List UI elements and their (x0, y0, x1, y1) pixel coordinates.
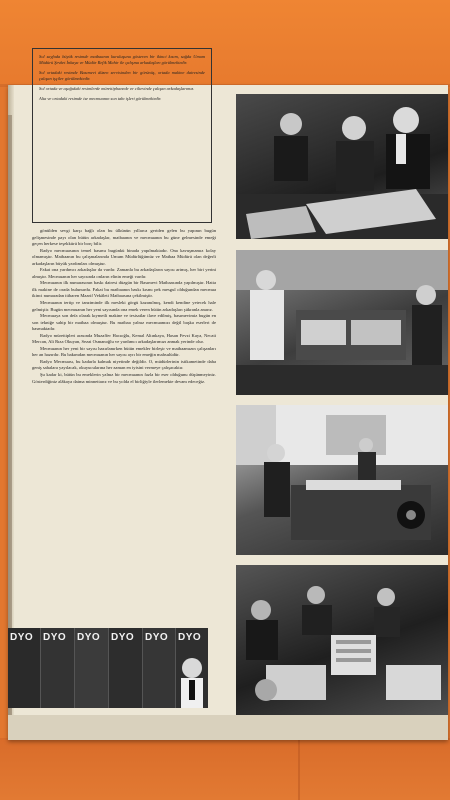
photo-binding-room (236, 565, 448, 715)
article-paragraph: Radyo mürettipleri arasında Muzaffer Hacıoğlu, Kemal Altınkaya, Hasan Fevzi Kaya, Necati Mercan, Ali Rıza Okuyan, Sezai Osmanoğlu ve yardımcı arkadaşlarımızı anmak yerinde olur. (32, 332, 216, 345)
orange-surface (0, 738, 450, 800)
dyo-logo-text: DYO (10, 632, 34, 643)
dyo-advertisement-strip (8, 628, 208, 708)
article-paragraph: Şu kadar ki, bütün bu emeklerin yalnız bir mecmuanın fazla bir eser olduğunu düşünmeyiniz. Gösterdiğiniz alâkaya daima minnettarız ve bu yolda el birliğiyle ilerlemekte devam edeceğiz. (32, 372, 216, 384)
caption-paragraph: Sol sayfada büyük resimde matbaanın kuruluşunu gösteren bir ikinci kısım, sağda Umum Müdürü Şevket İnkaya ve Müdür Refik Mahir ile çalışma arkadaşları görülmektedir. (39, 54, 205, 66)
caption-paragraph: Sol ortadaki resimde Basımevi düzen servisinden bir görünüş, ortada makine dairesinde çalışan işçiler görülmektedir. (39, 70, 205, 82)
dyo-ad-panel (75, 628, 109, 708)
article-column (32, 228, 216, 628)
dyo-ad-panel (109, 628, 143, 708)
dyo-ad-panel (143, 628, 176, 708)
dyo-logo-text: DYO (145, 632, 169, 643)
dyo-logo-text: DYO (178, 632, 202, 643)
dyo-logo-text: DYO (111, 632, 135, 643)
article-paragraph: Radyo Mecmuası, bu kadarla kalmak niyetinde değildir. O, müdürlerinin istikametinde daha geniş sahalara yayılacak, okuyucularına her zaman en iyisini vermeye çalışacaktır. (32, 358, 216, 371)
article-paragraph: Radyo mecmuasının temel basımı bugünkü binada yapılmaktadır. Ona kavuşmamız kolay olmamıştır. Matbaanın bu çalışmalarında Umum Müdürlüğümüz ve Matbaa Müdürü olan değerli arkadaşların büyük yardımları olmuştur. (32, 247, 216, 266)
article-paragraph: Fakat ona yardımcı arkadaşlar da vardır. Zamanla bu arkadaşların sayısı artmış, her biri yerini almıştır. Mecmuanın her sayısında onların elinin emeği vardır. (32, 267, 216, 279)
photo-editors-reviewing-proofs (236, 94, 448, 239)
dyo-ad-panel (8, 628, 41, 708)
article-paragraph: Mecmuanın ilk numarasının baskı dairesi düzgün bir Basımevi Matbaasında yapılmıştır. Hatta ilk makine de orada bulunurdu. Fakat bu matbaanın baskı kısmı pek mesgul olduğundan mecmua ikinci numaradan itibaren Maarif Vekâleti Matbaasına çekilmiştir. (32, 280, 216, 299)
dyo-ad-panel (176, 628, 208, 708)
portrait-illustration (176, 648, 208, 708)
article-paragraph: Mecmuaya son defa olarak kıymetli makine ve tesisatlar ilave edilmiş, basımevimiz bugün en son tekniğe sahip bir matbaa olmuştur. Bu matbaa yalnız mecmuamızı değil başka eserleri de basmaktadır. (32, 313, 216, 332)
dyo-logo-text: DYO (77, 632, 101, 643)
surface-seam (298, 738, 300, 800)
article-paragraph: Mecmuanın tertip ve tanziminde ilk mesleki görgü kazanılmış, kendi kendine yetecek hale gelmiştir. Bugün mecmuanın her yeni sayısında ona emek veren bütün arkadaşları şükranla anarız. (32, 300, 216, 312)
caption-paragraph: Alta ve ortadaki resimde ise mecmuanın son tabı işleri görülmektedir. (39, 96, 162, 102)
dyo-ad-panel (41, 628, 75, 708)
article-paragraph: gönülden sevgi karşı bağlı olan bu ülkünün yıllarca geriden gelen bu yapının bugün gelişmesinde payı olan bütün arkadaşlar, matbaanın ve mecmuanın bu güne gelmesinde emeği geçen herkese teşekkürü bir borç bilir. (32, 228, 216, 247)
dyo-logo-text: DYO (43, 632, 67, 643)
caption-paragraph: Sol ortada ve aşağıdaki resimlerde mürettiphanede ve ciltevinde çalışan arkadaşlarımız. (39, 86, 195, 92)
page-bottom-margin (8, 715, 448, 740)
photo-composing-room (236, 250, 448, 395)
photo-caption-box (32, 48, 212, 223)
photo-press-room (236, 405, 448, 555)
article-paragraph: Mecmuanın her yeni bir sayısı hazırlanırken bütün emekler birleşir ve matbaamızın çalışanları her an hazırdır. Bu bakımdan mecmuanın her sayısı ayrı bir emeğin mahsulüdür. (32, 345, 216, 358)
